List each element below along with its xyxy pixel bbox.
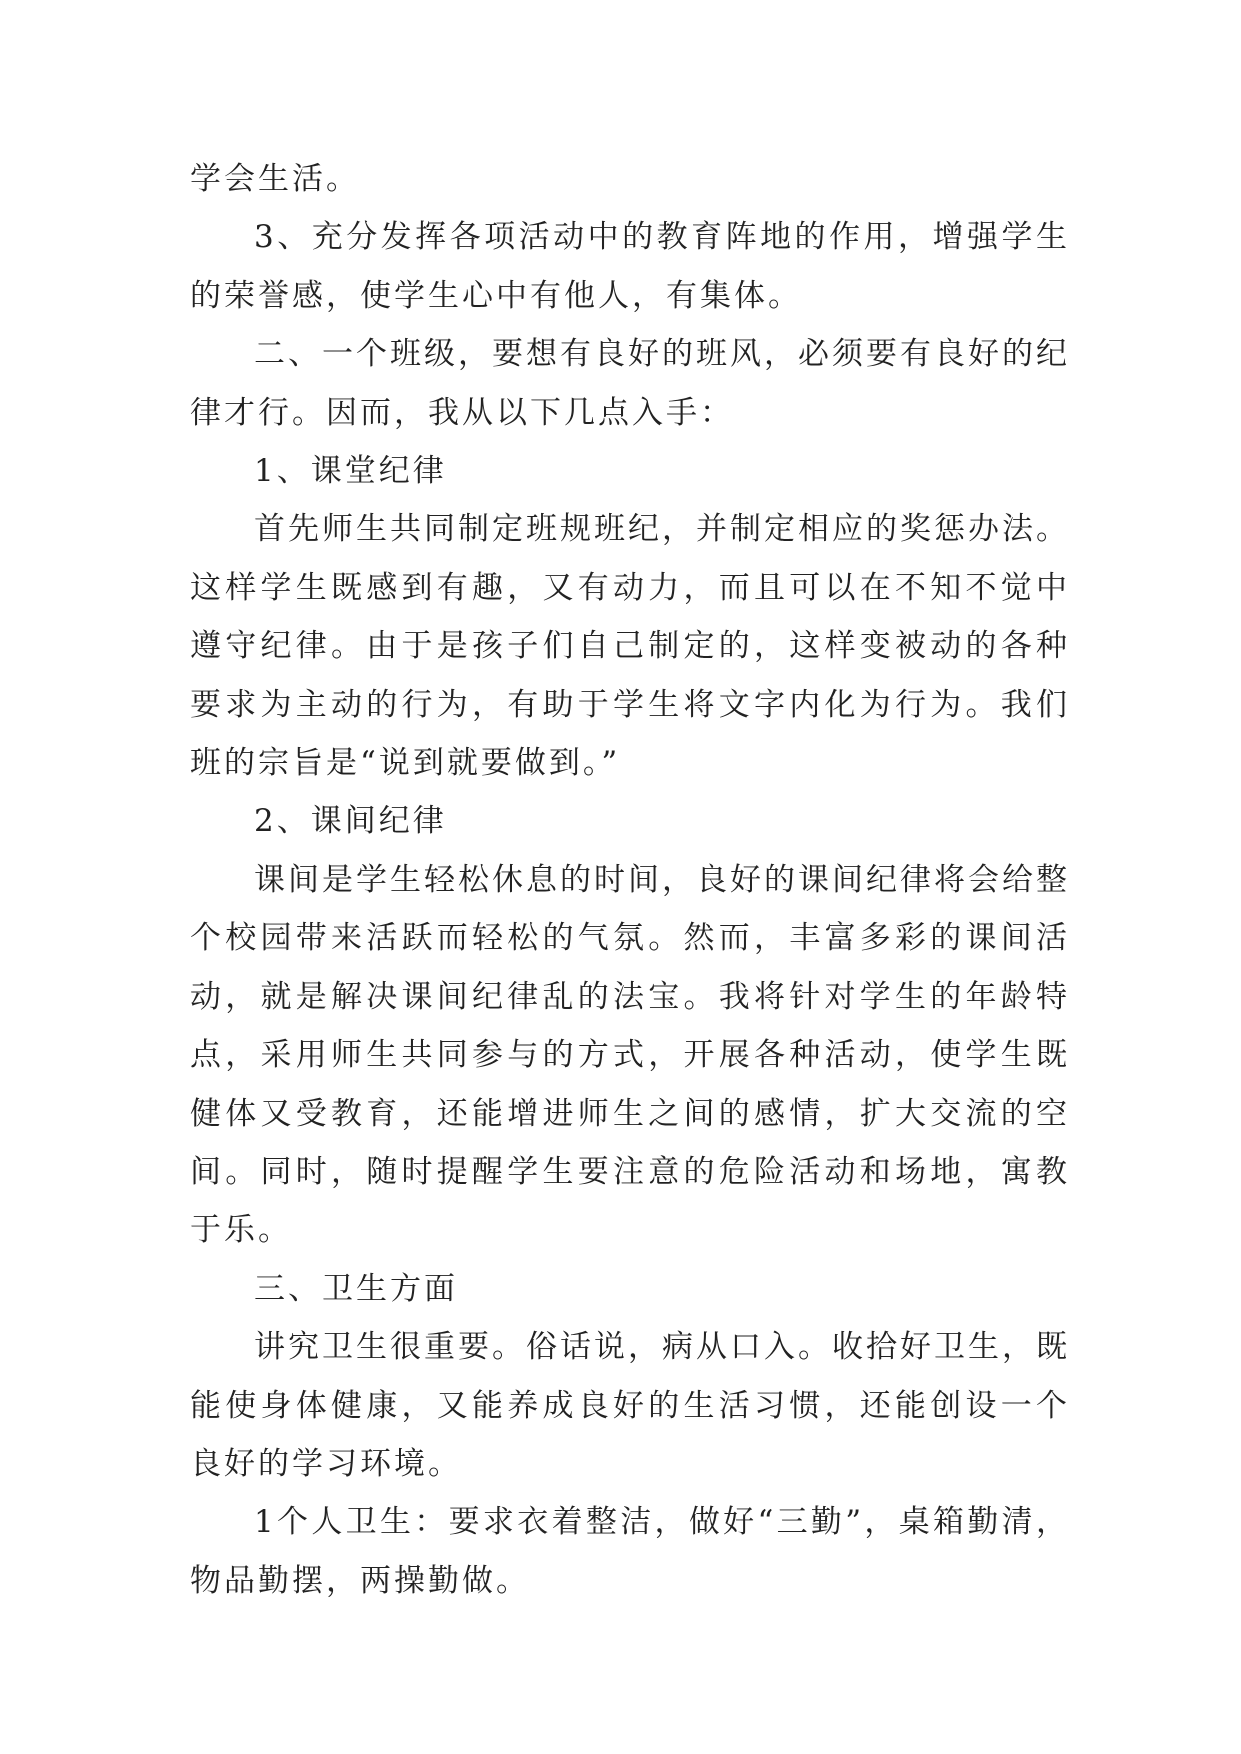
document-body	[190, 150, 1070, 1610]
subheading-hygiene: 三、卫生方面	[254, 1270, 458, 1307]
paragraph-personal-hygiene: 1个人卫生：要求衣着整洁，做好“三勤”，桌箱勤清，物品勤摆，两操勤做。	[190, 1504, 1070, 1599]
paragraph-continuation: 学会生活。	[190, 161, 360, 197]
paragraph-break-discipline: 课间是学生轻松休息的时间，良好的课间纪律将会给整个校园带来活跃而轻松的气氛。然而，丰富多彩的课间活动，就是解决课间纪律乱的法宝。我将针对学生的年龄特点，采用师生共同参与的方式，开展各种活动，使学生既健体又受教育，还能增进师生之间的感情，扩大交流的空间。同时，随时提醒学生要注意的危险活动和场地，寓教于乐。	[190, 861, 1070, 1249]
paragraph-classroom-discipline: 首先师生共同制定班规班纪，并制定相应的奖惩办法。这样学生既感到有趣，又有动力，而且可以在不知不觉中遵守纪律。由于是孩子们自己制定的，这样变被动的各种要求为主动的行为，有助于学生将文字内化为行为。我们班的宗旨是“说到就要做到。”	[190, 511, 1070, 782]
paragraph-section-2: 二、一个班级，要想有良好的班风，必须要有良好的纪律才行。因而，我从以下几点入手：	[190, 336, 1070, 431]
paragraph-item-3: 3、充分发挥各项活动中的教育阵地的作用，增强学生的荣誉感，使学生心中有他人，有集体。	[190, 219, 1070, 314]
subheading-classroom-discipline: 1、课堂纪律	[254, 453, 447, 490]
subheading-break-discipline: 2、课间纪律	[254, 803, 447, 840]
paragraph-hygiene: 讲究卫生很重要。俗话说，病从口入。收拾好卫生，既能使身体健康，又能养成良好的生活习惯，还能创设一个良好的学习环境。	[190, 1329, 1070, 1482]
